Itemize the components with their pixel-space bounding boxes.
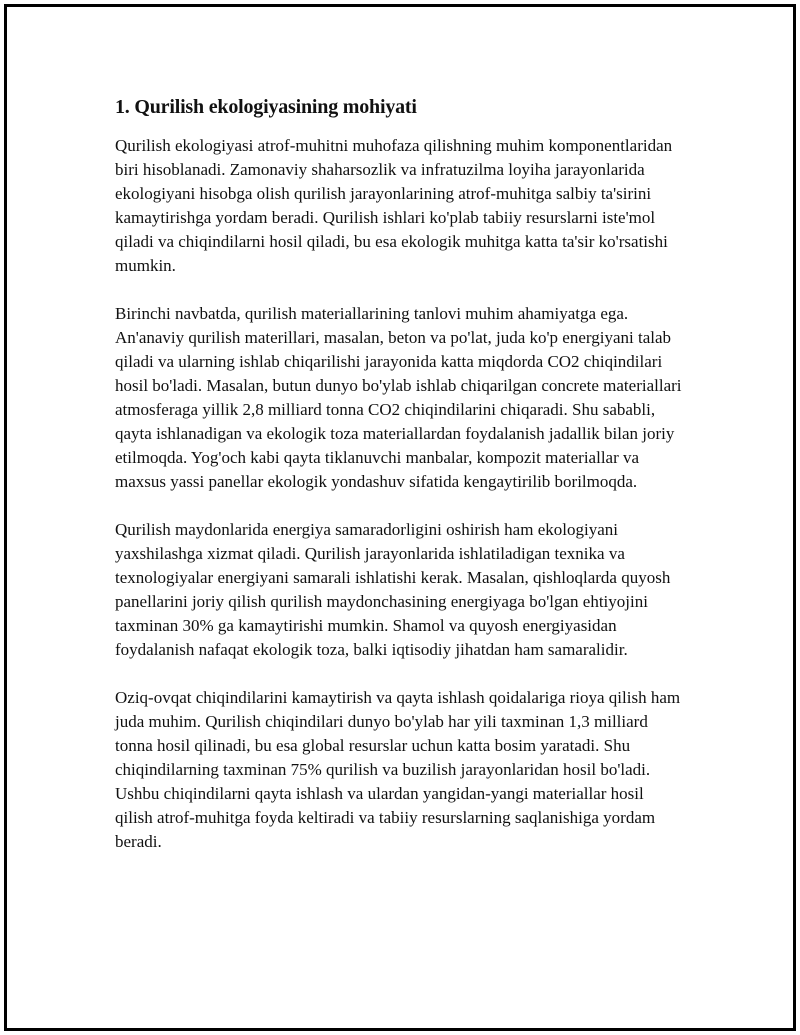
document-body: [115, 94, 685, 878]
paragraph-1: Qurilish ekologiyasi atrof-muhitni muhofaza qilishning muhim komponentlaridan biri hisoblanadi. Zamonaviy shaharsozlik va infratuzilma loyiha jarayonlarida ekologiyani hisobga olish qurilish jarayonlarining atrof-muhitga salbiy ta'sirini kamaytirishga yordam beradi. Qurilish ishlari ko'plab tabiiy resurslarni iste'mol qiladi va chiqindilarni hosil qiladi, bu esa ekologik muhitga katta ta'sir ko'rsatishi mumkin.: [115, 136, 673, 275]
paragraph-3: Qurilish maydonlarida energiya samaradorligini oshirish ham ekologiyani yaxshilashga xizmat qiladi. Qurilish jarayonlarida ishlatiladigan texnika va texnologiyalar energiyani samarali ishlatishi kerak. Masalan, qishloqlarda quyosh panellarini joriy qilish qurilish maydonchasining energiyaga bo'lgan ehtiyojini taxminan 30% ga kamaytirishi mumkin. Shamol va quyosh energiyasidan foydalanish nafaqat ekologik toza, balki iqtisodiy jihatdan ham samaralidir.: [115, 520, 671, 659]
paragraph-2: Birinchi navbatda, qurilish materiallarining tanlovi muhim ahamiyatga ega. An'anaviy qurilish materillari, masalan, beton va po'lat, juda ko'p energiyani talab qiladi va ularning ishlab chiqarilishi jarayonida katta miqdorda CO2 chiqindilari hosil bo'ladi. Masalan, butun dunyo bo'ylab ishlab chiqarilgan concrete materiallari atmosferaga yillik 2,8 milliard tonna CO2 chiqindilarini chiqaradi. Shu sababli, qayta ishlanadigan va ekologik toza materiallardan foydalanish jadallik bilan joriy etilmoqda. Yog'och kabi qayta tiklanuvchi manbalar, kompozit materiallar va maxsus yassi panellar ekologik yondashuv sifatida kengaytirilib borilmoqda.: [115, 304, 682, 491]
section-heading: 1. Qurilish ekologiyasining mohiyati: [115, 96, 417, 118]
paragraph-4: Oziq-ovqat chiqindilarini kamaytirish va qayta ishlash qoidalariga rioya qilish ham juda muhim. Qurilish chiqindilari dunyo bo'ylab har yili taxminan 1,3 milliard tonna hosil qilinadi, bu esa global resurslar uchun katta bosim yaratadi. Shu chiqindilarning taxminan 75% qurilish va buzilish jarayonlaridan hosil bo'ladi. Ushbu chiqindilarni qayta ishlash va ulardan yangidan-yangi materiallar hosil qilish atrof-muhitga foyda keltiradi va tabiiy resurslarning saqlanishiga yordam beradi.: [115, 688, 681, 851]
